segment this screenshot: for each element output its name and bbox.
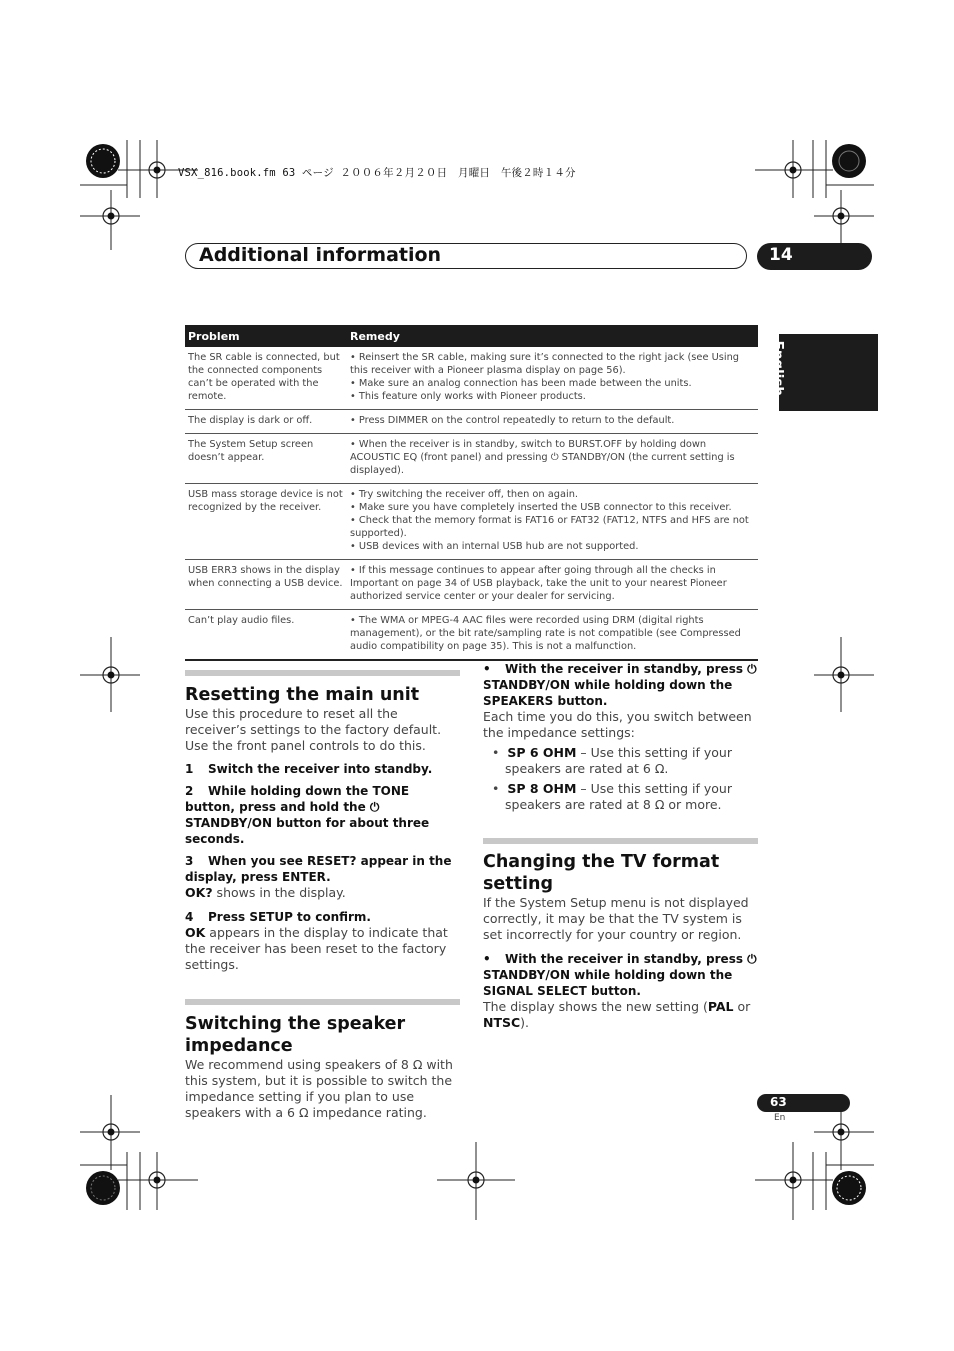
right-column [483, 661, 758, 1031]
table-row [185, 560, 758, 610]
impedance-step: • With the receiver in standby, press ⏻ STANDBY/ON while holding down the SPEAKERS button. [483, 662, 757, 708]
remedy-line: • Press DIMMER on the control repeatedly to return to the default. [350, 415, 675, 426]
left-column [185, 670, 460, 1121]
reset-heading: Resetting the main unit [185, 685, 420, 705]
reset-step-2: 2 While holding down the TONE button, press and hold the ⏻ STANDBY/ON button for about three seconds. [185, 784, 430, 846]
impedance-option-8: • SP 8 OHM – Use this setting if your speakers are rated at 8 Ω or more. [492, 781, 732, 812]
table-row [185, 610, 758, 661]
reset-intro: Use this procedure to reset all the receiver’s settings to the factory default. Use the front panel controls to do this. [185, 706, 442, 753]
remedy-cell [347, 484, 758, 560]
reset-step-3-note: OK? shows in the display. [185, 885, 346, 900]
problem-cell: The display is dark or off. [185, 410, 347, 434]
page-language-code: En [774, 1113, 786, 1123]
problem-cell: USB ERR3 shows in the display when connecting a USB device. [185, 560, 347, 610]
section-rule [483, 838, 758, 844]
table-row [185, 434, 758, 484]
remedy-line: • Make sure an analog connection has been made between the units. [350, 378, 692, 389]
chapter-number: 14 [769, 245, 793, 265]
language-tab-label: English [770, 340, 786, 396]
remedy-line: • USB devices with an internal USB hub are not supported. [350, 541, 639, 552]
reset-step-3: 3 When you see RESET? appear in the display, press ENTER. [185, 854, 452, 884]
remedy-cell [347, 560, 758, 610]
header-remedy: Remedy [347, 325, 758, 347]
reset-step-4-note: OK appears in the display to indicate that the receiver has been reset to the factory settings. [185, 925, 448, 972]
remedy-cell [347, 610, 758, 661]
troubleshooting-table [185, 325, 758, 661]
remedy-line: • Reinsert the SR cable, making sure it’s connected to the right jack (see Using this receiver with a Pioneer plasma display on page 56). [350, 352, 740, 376]
section-rule [185, 999, 460, 1005]
tv-format-intro: If the System Setup menu is not displayed correctly, it may be that the TV system is set incorrectly for your country or region. [483, 895, 749, 942]
problem-cell: Can’t play audio files. [185, 610, 347, 661]
print-header-filename: VSX_816.book.fm 63 ページ ２００６年２月２０日 月曜日 午後２時１４分 [178, 167, 576, 179]
section-rule [185, 670, 460, 676]
table-row [185, 484, 758, 560]
remedy-line: • Check that the memory format is FAT16 or FAT32 (FAT12, NTFS and HFS are not supported). [350, 515, 749, 539]
reset-step-4: 4 Press SETUP to confirm. [185, 910, 371, 924]
language-tab [779, 334, 878, 411]
remedy-line: • If this message continues to appear after going through all the checks in Important on page 34 of USB playback, take the unit to your nearest Pioneer authorized service center or your dealer for servicing. [350, 565, 727, 602]
problem-cell: USB mass storage device is not recognized by the receiver. [185, 484, 347, 560]
table-header-row [185, 325, 758, 347]
header-problem: Problem [185, 325, 347, 347]
page-number: 63 [770, 1095, 787, 1109]
problem-cell: The System Setup screen doesn’t appear. [185, 434, 347, 484]
table-row [185, 347, 758, 410]
remedy-line: • When the receiver is in standby, switch to BURST.OFF by holding down ACOUSTIC EQ (front panel) and pressing ⏻ STANDBY/ON (the current setting is displayed). [350, 439, 735, 476]
tv-format-result: The display shows the new setting (PAL or NTSC). [483, 999, 751, 1030]
impedance-option-6: • SP 6 OHM – Use this setting if your speakers are rated at 6 Ω. [492, 745, 732, 776]
remedy-line: • The WMA or MPEG-4 AAC files were recorded using DRM (digital rights management), or the bit rate/sampling rate is not compatible (see Compressed audio compatibility on page 35). This is not a malfunction. [350, 615, 741, 652]
impedance-intro: We recommend using speakers of 8 Ω with this system, but it is possible to switch the impedance setting if you plan to use speakers with a 6 Ω impedance rating. [185, 1057, 453, 1120]
problem-cell: The SR cable is connected, but the connected components can’t be operated with the remote. [185, 347, 347, 410]
remedy-cell [347, 434, 758, 484]
section-title: Additional information [199, 244, 442, 266]
remedy-line: • Try switching the receiver off, then on again. [350, 489, 579, 500]
remedy-cell [347, 410, 758, 434]
remedy-cell [347, 347, 758, 410]
tv-format-step: • With the receiver in standby, press ⏻ STANDBY/ON while holding down the SIGNAL SELECT button. [483, 952, 757, 998]
tv-format-heading: Changing the TV format setting [483, 852, 720, 894]
remedy-line: • Make sure you have completely inserted the USB connector to this receiver. [350, 502, 732, 513]
reset-step-1: 1 Switch the receiver into standby. [185, 762, 433, 776]
impedance-heading: Switching the speaker impedance [185, 1014, 406, 1056]
impedance-after: Each time you do this, you switch between the impedance settings: [483, 709, 752, 740]
table-row [185, 410, 758, 434]
remedy-line: • This feature only works with Pioneer products. [350, 391, 586, 402]
